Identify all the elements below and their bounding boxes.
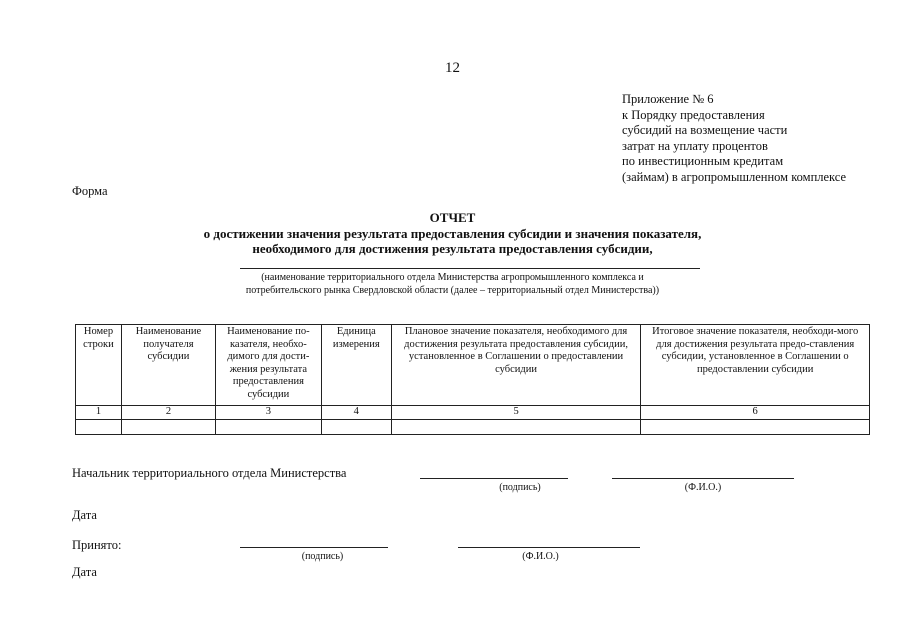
table-cell[interactable] (215, 419, 321, 434)
column-number: 3 (215, 406, 321, 420)
appendix-block (622, 92, 846, 185)
department-caption (180, 271, 725, 297)
report-heading: ОТЧЕТ (429, 210, 476, 225)
full-name-caption: (Ф.И.О.) (684, 482, 722, 493)
report-table (75, 324, 870, 435)
accepted-full-name-line[interactable] (458, 547, 640, 548)
appendix-line: субсидий на возмещение части (622, 123, 788, 137)
header-final-value: Итоговое значение показателя, необходи-мого для достижения результата предо-ставления субсидии, установленное в Соглашении о предоставлении субсидии (641, 325, 870, 406)
full-name-line[interactable] (612, 478, 794, 479)
accepted-signature-caption: (подпись) (301, 551, 344, 562)
department-name-line (240, 268, 700, 269)
appendix-line: затрат на уплату процентов (622, 138, 768, 153)
table-cell[interactable] (121, 419, 215, 434)
header-row-number: Номер строки (76, 325, 122, 406)
appendix-line: по инвестиционным кредитам (622, 154, 784, 168)
column-number: 5 (391, 406, 641, 420)
header-unit: Единица измерения (321, 325, 391, 406)
table-cell[interactable] (76, 419, 122, 434)
column-number: 4 (321, 406, 391, 420)
appendix-line: к Порядку предоставления (622, 107, 765, 122)
column-number: 6 (641, 406, 870, 420)
head-of-department-label: Начальник территориального отдела Министерства (72, 466, 347, 480)
header-planned-value: Плановое значение показателя, необходимого для достижения результата предоставления субсидии, установленное в Соглашении о предоставлении субсидии (391, 325, 641, 406)
header-recipient-name: Наименование получателя субсидии (121, 325, 215, 406)
column-number: 1 (76, 406, 122, 420)
department-caption-line-1: (наименование территориального отдела Министерства агропромышленного комплекса и (261, 272, 644, 283)
accepted-full-name-caption: (Ф.И.О.) (522, 551, 559, 562)
signature-caption: (подпись) (499, 482, 541, 493)
date-label: Дата (72, 565, 97, 579)
accepted-signature-line[interactable] (240, 547, 388, 548)
report-subtitle-line-2: необходимого для достижения результата предоставления субсидии, (252, 241, 653, 256)
header-indicator-name: Наименование по-казателя, необхо-димого для дости-жения результата предоставления субсидии (215, 325, 321, 406)
table-cell[interactable] (321, 419, 391, 434)
form-label: Форма (72, 184, 108, 198)
table-column-numbers-row (76, 406, 870, 420)
appendix-line: (займам) в агропромышленном комплексе (622, 169, 847, 184)
table-cell[interactable] (391, 419, 641, 434)
page-number: 12 (445, 60, 460, 76)
table-row (76, 419, 870, 434)
table-header-row (76, 325, 870, 406)
signature-line[interactable] (420, 478, 568, 479)
department-caption-line-2: потребительского рынка Свердловской области (далее – территориальный отдел Министерства)) (245, 285, 660, 296)
report-subtitle-line-1: о достижении значения результата предоставления субсидии и значения показателя, (203, 225, 702, 241)
column-number: 2 (121, 406, 215, 420)
report-title (0, 210, 905, 257)
table-cell[interactable] (641, 419, 870, 434)
date-label: Дата (72, 508, 97, 522)
accepted-label: Принято: (72, 538, 122, 552)
appendix-line: Приложение № 6 (622, 92, 714, 106)
